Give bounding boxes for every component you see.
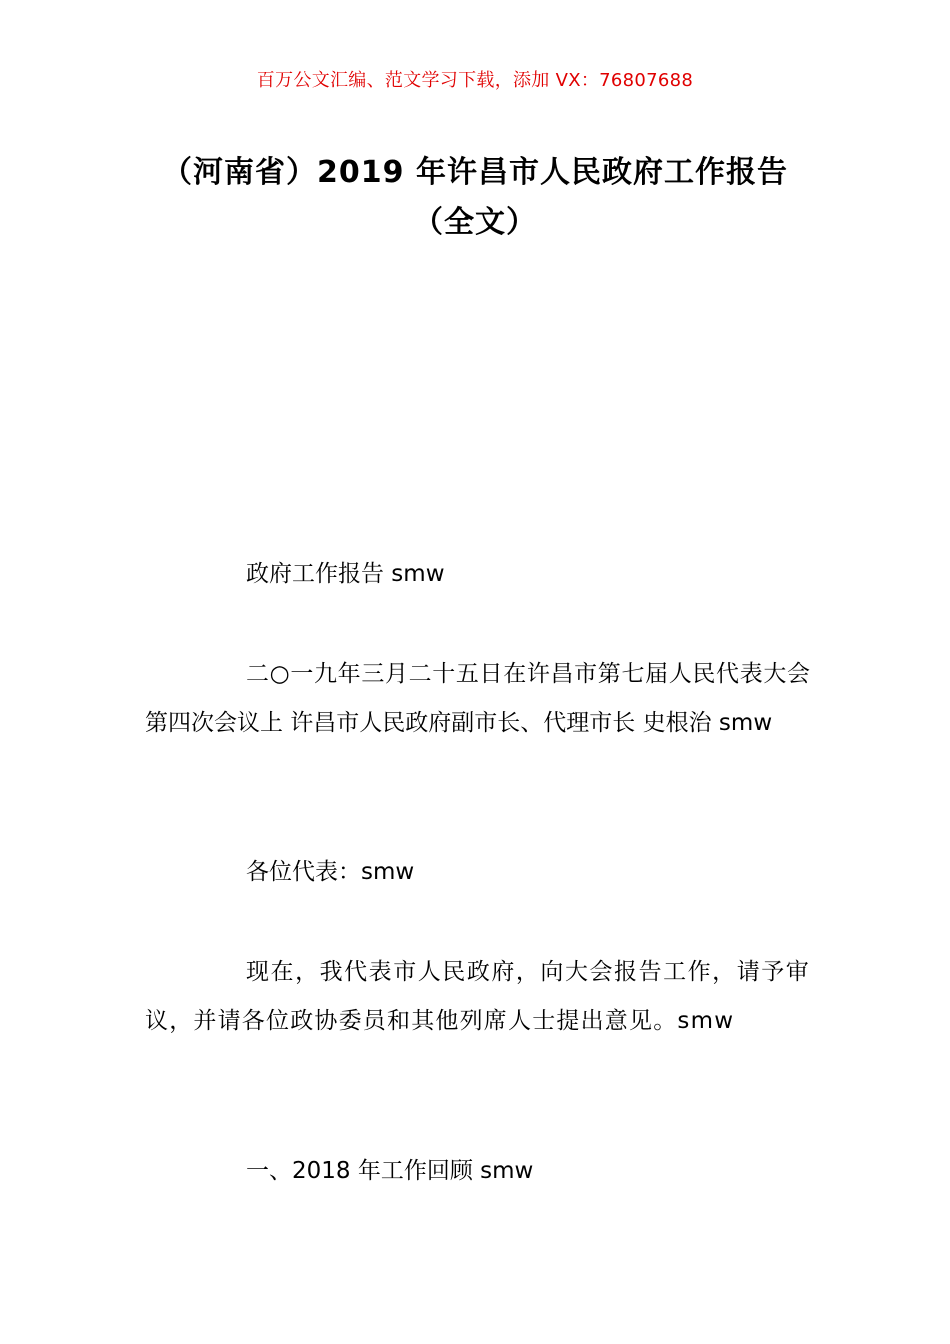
- intro-paragraph: 现在，我代表市人民政府，向大会报告工作，请予审议，并请各位政协委员和其他列席人士提出意见。smw: [145, 959, 810, 1034]
- header-banner: 百万公文汇编、范文学习下载，添加 VX：76807688: [256, 70, 694, 91]
- section-heading-paragraph: 一、2018 年工作回顾 smw: [246, 1158, 534, 1184]
- report-heading-paragraph: 政府工作报告 smw: [246, 561, 445, 587]
- greeting-paragraph: 各位代表：smw: [246, 859, 415, 885]
- date-location-paragraph: 二○一九年三月二十五日在许昌市第七届人民代表大会第四次会议上 许昌市人民政府副市长、代理市长 史根治 smw: [145, 661, 810, 736]
- document-title: （河南省）2019 年许昌市人民政府工作报告（全文）: [162, 155, 788, 240]
